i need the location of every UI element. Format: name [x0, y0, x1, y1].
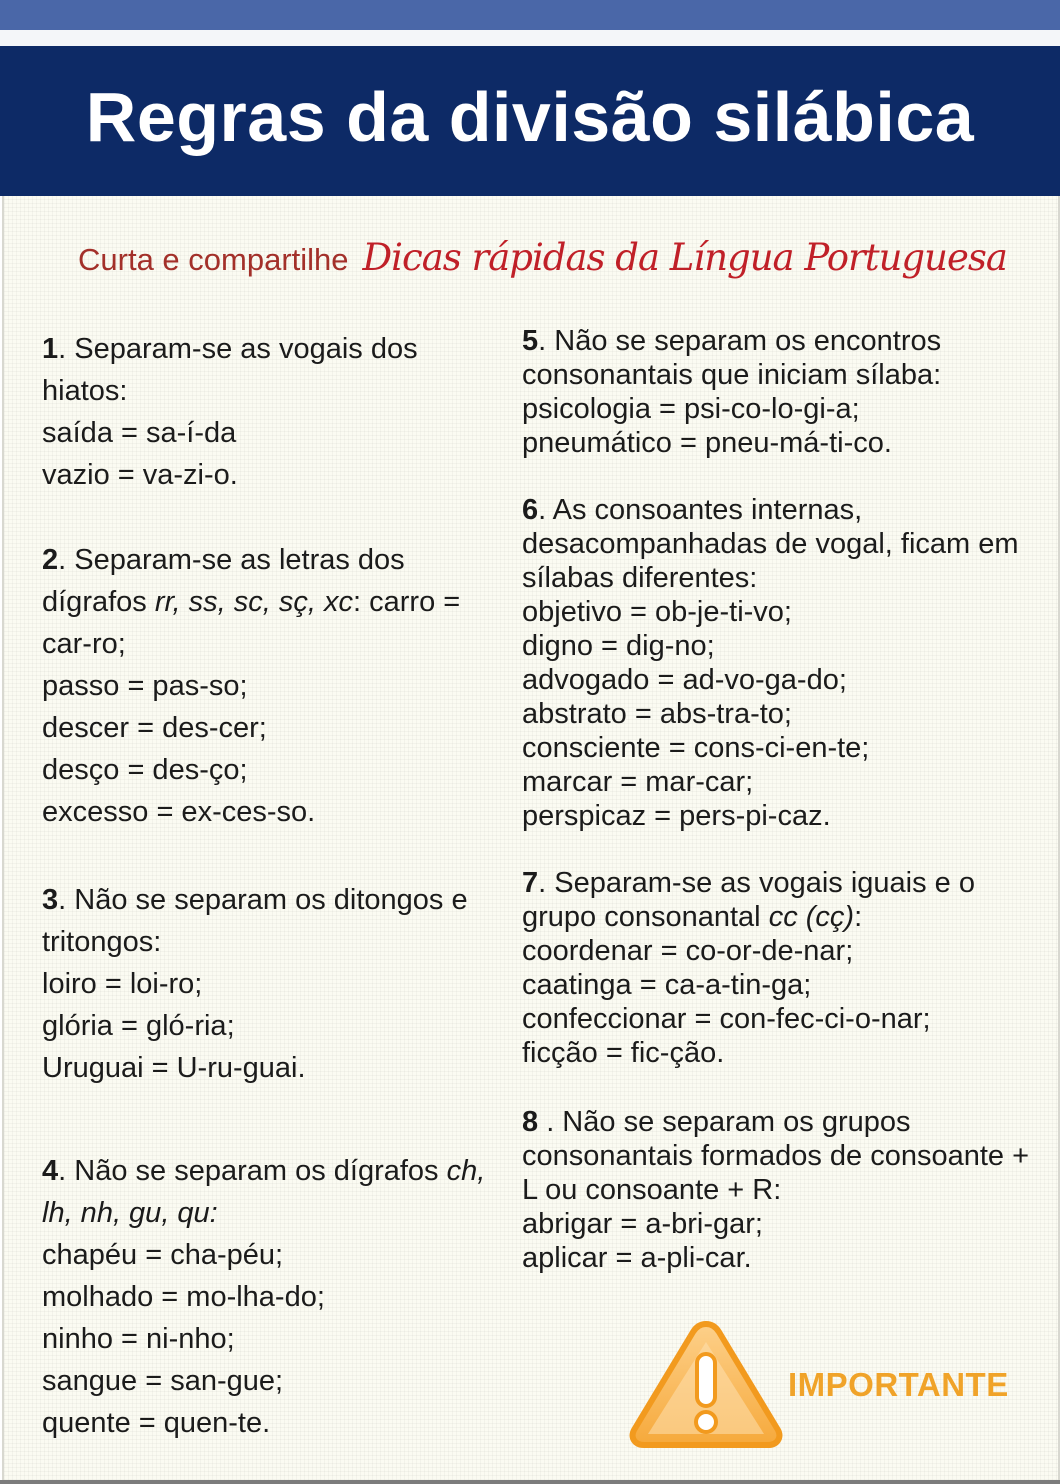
example-line: quente = quen-te. — [42, 1407, 271, 1439]
example-line: abrigar = a-bri-gar; — [522, 1208, 763, 1240]
example-line: ficção = fic-ção. — [522, 1037, 725, 1069]
rule-line — [522, 903, 975, 937]
example-line: loiro = loi-ro; — [42, 968, 203, 1000]
example-line: car-ro; — [42, 628, 126, 660]
example-line: perspicaz = pers-pi-caz. — [522, 800, 831, 832]
rule-number: 3 — [42, 884, 59, 916]
example-line: sangue = san-gue; — [42, 1365, 284, 1397]
rule-line — [42, 335, 418, 377]
warning-triangle-icon — [626, 1318, 786, 1450]
rule-italic: ch, — [446, 1155, 486, 1187]
rule-8 — [522, 1108, 1029, 1278]
rule-line: desacompanhadas de vogal, ficam em — [522, 528, 1019, 560]
example-line: advogado = ad-vo-ga-do; — [522, 664, 847, 696]
example-line: psicologia = psi-co-lo-gi-a; — [522, 393, 860, 425]
rule-text: dígrafos — [42, 586, 155, 618]
title-banner — [0, 46, 1060, 196]
rule-line — [42, 886, 468, 928]
rule-number: 7 — [522, 867, 539, 899]
rule-6 — [522, 496, 1019, 836]
important-notice — [626, 1318, 1009, 1450]
example-line: abstrato = abs-tra-to; — [522, 698, 792, 730]
rule-text: . As consoantes internas, — [538, 494, 863, 526]
rule-1 — [42, 335, 418, 503]
example-line: digno = dig-no; — [522, 630, 715, 662]
rule-text: grupo consonantal — [522, 901, 769, 933]
rule-line: consonantais formados de consoante + — [522, 1140, 1030, 1172]
page-title: Regras da divisão silábica — [85, 78, 975, 156]
example-line: chapéu = cha-péu; — [42, 1239, 284, 1271]
rule-number: 6 — [522, 494, 539, 526]
rule-line — [522, 1108, 1029, 1142]
rule-text: . Não se separam os grupos — [538, 1106, 911, 1138]
bottom-edge — [0, 1480, 1060, 1484]
example-line: confeccionar = con-fec-ci-o-nar; — [522, 1003, 931, 1035]
rule-number: 8 — [522, 1106, 539, 1138]
rule-line: sílabas diferentes: — [522, 562, 758, 594]
rule-line: consonantais que iniciam sílaba: — [522, 359, 942, 391]
example-line: pneumático = pneu-má-ti-co. — [522, 427, 892, 459]
rule-line — [42, 1199, 485, 1241]
rule-text: . Não se separam os dígrafos — [58, 1155, 447, 1187]
rule-text: . Separam-se as letras dos — [58, 544, 405, 576]
example-line: glória = gló-ria; — [42, 1010, 235, 1042]
rule-5 — [522, 327, 941, 463]
rule-line — [42, 1157, 485, 1199]
example-line: descer = des-cer; — [42, 712, 267, 744]
subtitle-text: Curta e compartilhe — [78, 242, 349, 277]
rule-line — [42, 588, 460, 630]
example-line: coordenar = co-or-de-nar; — [522, 935, 854, 967]
example-line: vazio = va-zi-o. — [42, 459, 238, 491]
example-line: molhado = mo-lha-do; — [42, 1281, 325, 1313]
example-line: saída = sa-í-da — [42, 417, 237, 449]
example-line: aplicar = a-pli-car. — [522, 1242, 752, 1274]
rule-line: tritongos: — [42, 926, 162, 958]
rule-line: hiatos: — [42, 375, 128, 407]
example-line: desço = des-ço; — [42, 754, 248, 786]
rule-number: 4 — [42, 1155, 59, 1187]
subtitle — [78, 236, 1007, 279]
rule-line: L ou consoante + R: — [522, 1174, 782, 1206]
example-line: objetivo = ob-je-ti-vo; — [522, 596, 792, 628]
example-line: ninho = ni-nho; — [42, 1323, 235, 1355]
rule-number: 2 — [42, 544, 59, 576]
rule-line — [522, 327, 941, 361]
rule-italic: lh, nh, gu, qu: — [42, 1197, 218, 1229]
rule-text: : — [854, 901, 863, 933]
example-line: Uruguai = U-ru-guai. — [42, 1052, 306, 1084]
rule-text: : carro = — [353, 586, 461, 618]
example-line: caatinga = ca-a-tin-ga; — [522, 969, 812, 1001]
rule-text: . Não se separam os ditongos e — [58, 884, 468, 916]
example-line: consciente = cons-ci-en-te; — [522, 732, 870, 764]
rule-italic: cc (cç) — [768, 901, 855, 933]
rule-line — [522, 496, 1019, 530]
rule-line — [522, 869, 975, 903]
example-line: marcar = mar-car; — [522, 766, 754, 798]
rule-3 — [42, 886, 468, 1096]
warning-label: IMPORTANTE — [788, 1366, 1009, 1403]
subtitle-brand: Dicas rápidas da Língua Portuguesa — [362, 236, 1007, 279]
rule-text: . Separam-se as vogais iguais e o — [538, 867, 975, 899]
rule-number: 5 — [522, 325, 539, 357]
rule-number: 1 — [42, 333, 59, 365]
rule-text: . Separam-se as vogais dos — [58, 333, 418, 365]
top-strip — [0, 0, 1060, 32]
rule-4 — [42, 1157, 485, 1451]
rule-7 — [522, 869, 975, 1073]
rule-2 — [42, 546, 460, 840]
rule-italic: rr, ss, sc, sç, xc — [154, 586, 354, 618]
example-line: excesso = ex-ces-so. — [42, 796, 316, 828]
rule-text: . Não se separam os encontros — [538, 325, 942, 357]
example-line: passo = pas-so; — [42, 670, 248, 702]
rule-line — [42, 546, 460, 588]
